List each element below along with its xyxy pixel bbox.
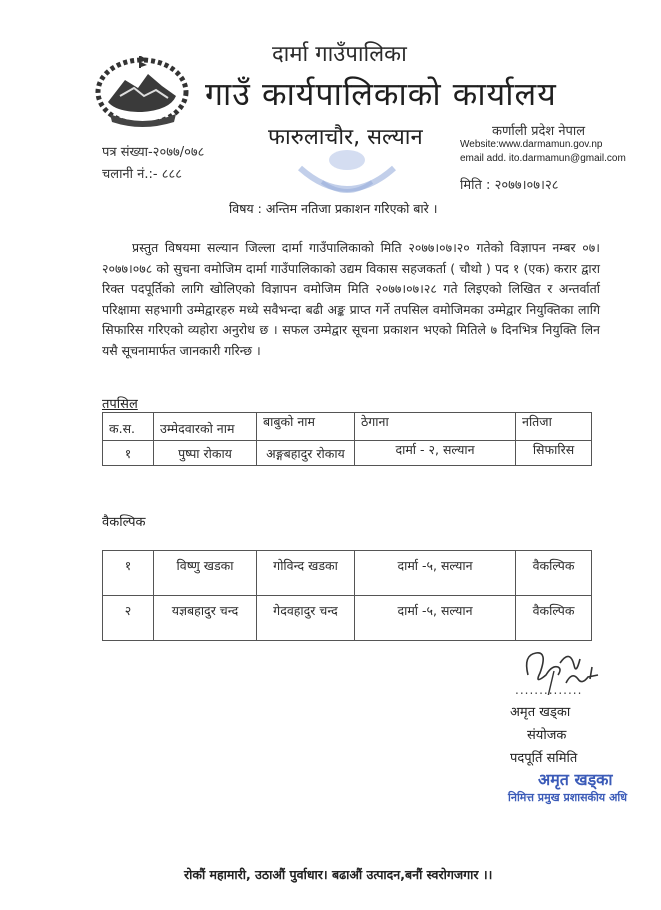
office-location: फारुलाचौर, सल्यान <box>268 125 423 150</box>
stamp-title: निमित्त प्रमुख प्रशासकीय अधि <box>508 791 628 804</box>
table-row <box>103 551 592 596</box>
nepal-emblem-logo <box>90 52 195 130</box>
footer-slogan: रोकौं महामारी, उठाऔं पुर्वाधार। बढाऔं उत्पादन,बनौं स्वरोगजगार ।। <box>184 867 493 882</box>
cell-father-name: अङ्गबहादुर रोकाय <box>257 441 355 466</box>
cell-result: वैकल्पिक <box>516 551 592 596</box>
email-text: email add. ito.darmamun@gmail.com <box>460 153 626 164</box>
cell-father-name: गेदवहादुर चन्द <box>257 596 355 641</box>
tapsil-heading: तपसिल <box>102 397 138 412</box>
table-row <box>103 441 592 466</box>
cell-candidate-name: विष्णु खडका <box>154 551 257 596</box>
cell-candidate-name: पुष्पा रोकाय <box>154 441 257 466</box>
stamp-name: अमृत खड्का <box>538 770 613 789</box>
header-father-name: बाबुको नाम <box>257 413 355 441</box>
cell-result: वैकल्पिक <box>516 596 592 641</box>
website-text: Website:www.darmamun.gov.np <box>460 139 603 150</box>
province-name: कर्णाली प्रदेश नेपाल <box>492 124 586 139</box>
header-candidate-name: उम्मेदवारको नाम <box>154 413 257 441</box>
cell-serial: १ <box>103 551 154 596</box>
cell-address: दार्मा -५, सल्यान <box>355 596 516 641</box>
letter-number: पत्र संख्या-२०७७/०७८ <box>102 145 205 160</box>
letter-date: मिति : २०७७।०७।२८ <box>460 178 559 193</box>
signer-name: अमृत खड्का <box>510 705 571 720</box>
signature-line: .............. <box>515 683 583 697</box>
municipality-name: दार्मा गाउँपालिका <box>272 42 407 67</box>
signer-role: संयोजक <box>527 728 567 743</box>
committee-name: पदपूर्ति समिति <box>510 751 578 766</box>
cell-serial: २ <box>103 596 154 641</box>
cell-address: दार्मा - २, सल्यान <box>355 441 516 466</box>
header-address: ठेगाना <box>355 413 516 441</box>
office-stamp-icon <box>292 148 402 206</box>
cell-address: दार्मा -५, सल्यान <box>355 551 516 596</box>
header-serial: क.स. <box>103 413 154 441</box>
body-paragraph <box>102 238 600 361</box>
alternate-candidates-table <box>102 550 592 641</box>
cell-serial: १ <box>103 441 154 466</box>
recommended-candidates-table <box>102 412 592 466</box>
table-header-row <box>103 413 592 441</box>
dispatch-number: चलानी नं.:- ८८८ <box>102 167 182 182</box>
cell-father-name: गोविन्द खडका <box>257 551 355 596</box>
cell-candidate-name: यज्ञबहादुर चन्द <box>154 596 257 641</box>
office-name: गाउँ कार्यपालिकाको कार्यालय <box>205 75 557 113</box>
cell-result: सिफारिस <box>516 441 592 466</box>
body-text: प्रस्तुत विषयमा सल्यान जिल्ला दार्मा गाउँपालिकाको मिति २०७७।०७।२० गतेको विज्ञापन नम्बर ०७।२०७७।०७८ को सुचना वमोजिम दार्मा गाउँपालिकाको उद्यम विकास सहजकर्ता ( चौथो ) पद १ (एक) करार द्वारा रिक्त पदपूर्तिको लागि खोलिएको विज्ञापन वमोजिम मिति २०७७।०७।२८ गते लिइएको लिखित र अन्तर्वार्ता परिक्षामा सहभागी उम्मेद्वारहरु मध्ये सवैभन्दा बढी अङ्क प्राप्त गर्ने तपसिल वमोजिमका उम्मेद्वार नियुक्तिका लागि सिफारिस गरिएको व्यहोरा अनुरोध छ । सफल उम्मेद्वार सूचना प्रकाशन भएको मितिले ७ दिनभित्र नियुक्ति लिन यसै सूचनामार्फत जानकारी गरिन्छ । <box>102 240 600 358</box>
table-row <box>103 596 592 641</box>
subject-line: विषय : अन्तिम नतिजा प्रकाशन गरिएको बारे । <box>229 201 438 216</box>
header-result: नतिजा <box>516 413 592 441</box>
alternate-heading: वैकल्पिक <box>102 515 146 530</box>
